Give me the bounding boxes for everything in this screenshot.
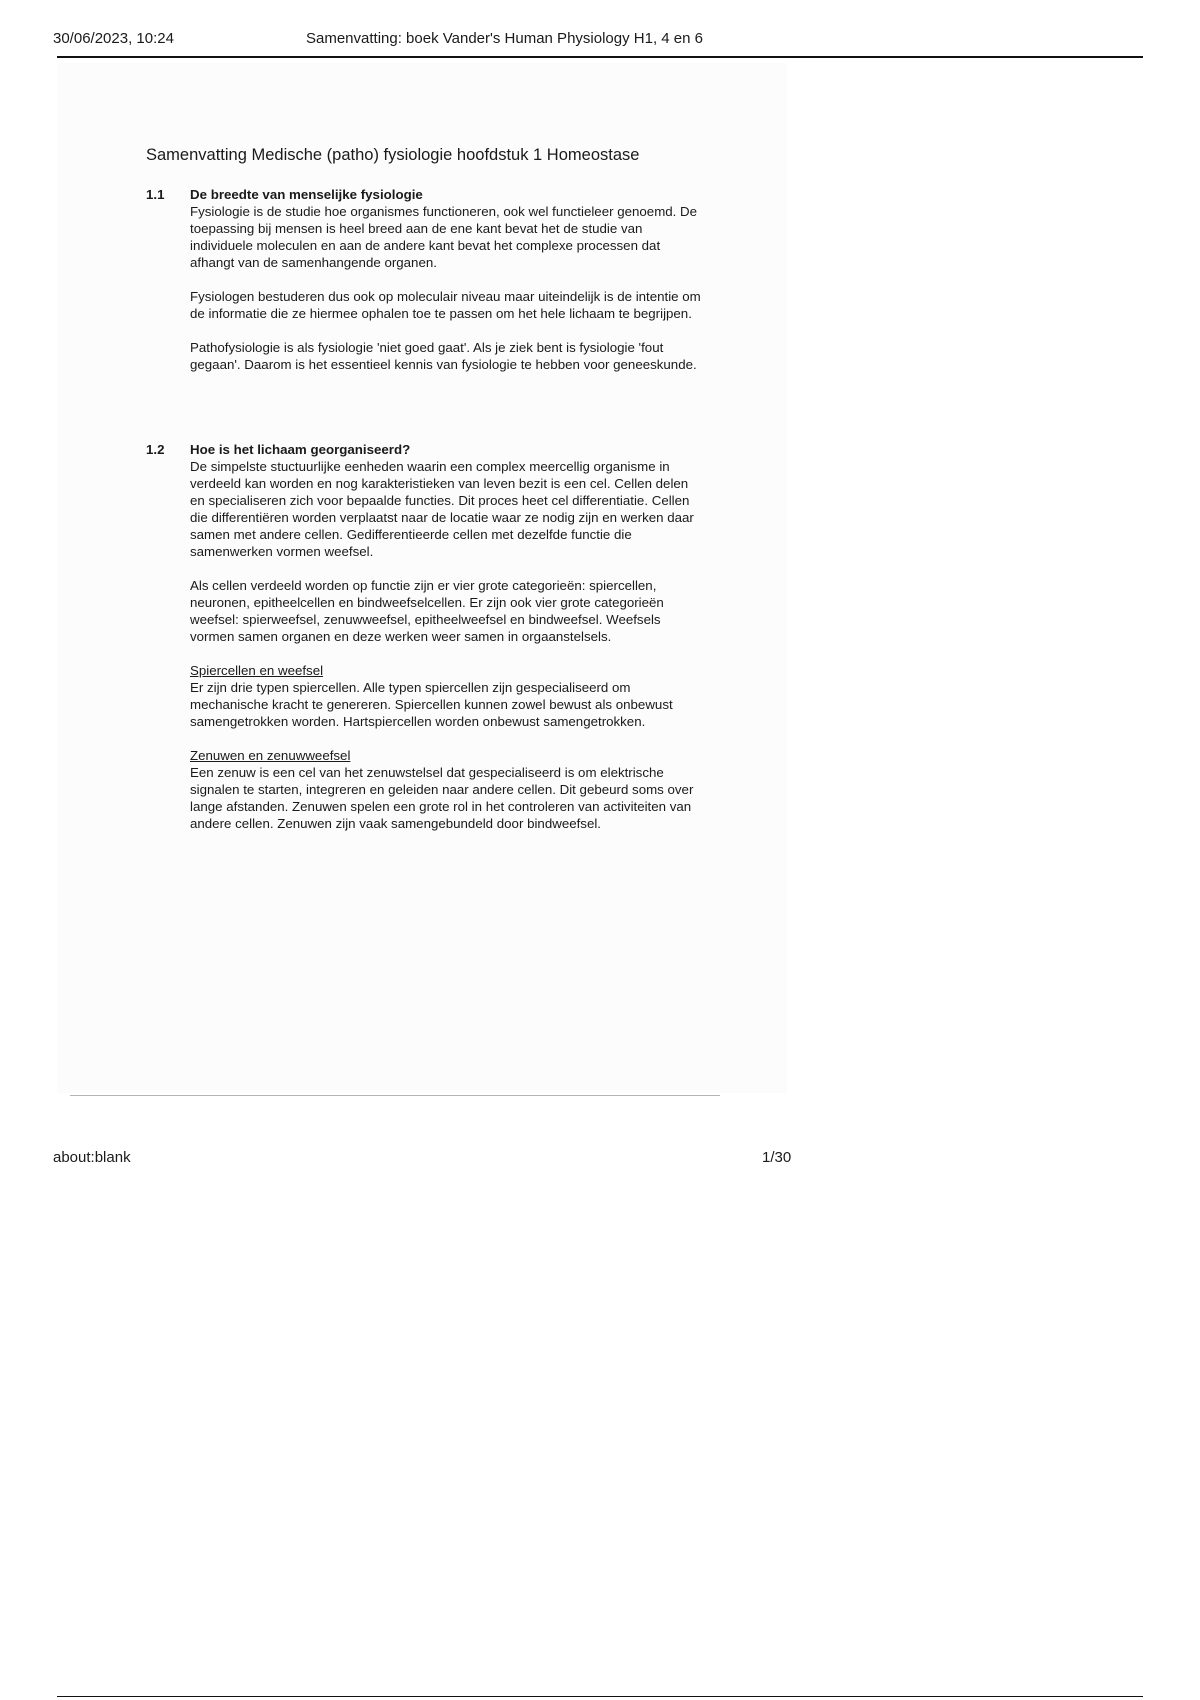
subsection-title: Zenuwen en zenuwweefsel bbox=[190, 748, 351, 763]
page-bottom-rule bbox=[70, 1095, 720, 1096]
print-footer-url: about:blank bbox=[53, 1149, 131, 1166]
section-gap bbox=[146, 390, 706, 441]
document-heading: Samenvatting Medische (patho) fysiologie hoofdstuk 1 Homeostase bbox=[146, 146, 640, 164]
section-number: 1.1 bbox=[146, 187, 165, 202]
section-1-2 bbox=[146, 441, 706, 832]
paragraph: Fysiologen bestuderen dus ook op moleculair niveau maar uiteindelijk is de intentie om de informatie die ze hiermee ophalen toe te passen om het hele lichaam te begrijpen. bbox=[190, 289, 701, 321]
paragraph: Als cellen verdeeld worden op functie zijn er vier grote categorieën: spiercellen, neuronen, epitheelcellen en bindweefselcellen. Er zijn ook vier grote categorieën weefsel: spierweefsel, zenuwweefsel, epitheelweefsel en bindweefsel. Weefsels vormen samen organen en deze werken weer samen in orgaanstelsels. bbox=[190, 578, 664, 644]
section-1-1 bbox=[146, 186, 706, 373]
paragraph: Pathofysiologie is als fysiologie 'niet goed gaat'. Als je ziek bent is fysiologie 'fout gegaan'. Daarom is het essentieel kennis van fysiologie te hebben voor geneeskunde. bbox=[190, 340, 697, 372]
subsection-text: Een zenuw is een cel van het zenuwstelsel dat gespecialiseerd is om elektrische signalen te starten, integreren en geleiden naar andere cellen. Dit gebeurd soms over lange afstanden. Zenuwen spelen een grote rol in het controleren van activiteiten van andere cellen. Zenuwen zijn vaak samengebundeld door bindweefsel. bbox=[190, 765, 694, 831]
paragraph: Fysiologie is de studie hoe organismes functioneren, ook wel functieleer genoemd. De toepassing bij mensen is heel breed aan de ene kant bevat het de studie van individuele moleculen en aan de andere kant bevat het complexe processen dat afhangt van de samenhangende organen. bbox=[190, 204, 698, 270]
document-content bbox=[146, 144, 706, 849]
section-title: Hoe is het lichaam georganiseerd? bbox=[190, 442, 411, 457]
print-timestamp: 30/06/2023, 10:24 bbox=[53, 30, 174, 47]
subsection-title: Spiercellen en weefsel bbox=[190, 663, 324, 678]
print-header bbox=[53, 30, 1143, 56]
print-footer-page-number: 1/30 bbox=[762, 1149, 792, 1166]
section-title: De breedte van menselijke fysiologie bbox=[190, 187, 423, 202]
header-divider bbox=[57, 56, 1143, 58]
bottom-divider bbox=[57, 1696, 1143, 1697]
subsection-text: Er zijn drie typen spiercellen. Alle typen spiercellen zijn gespecialiseerd om mechanische kracht te genereren. Spiercellen kunnen zowel bewust als onbewust samengetrokken worden. Hartspiercellen worden onbewust samengetrokken. bbox=[190, 680, 673, 729]
print-document-title: Samenvatting: boek Vander's Human Physiology H1, 4 en 6 bbox=[306, 30, 703, 47]
paragraph: De simpelste stuctuurlijke eenheden waarin een complex meercellig organisme in verdeeld kan worden en nog karakteristieken van leven bezit is een cel. Cellen delen en specialiseren zich voor bepaalde functies. Dit proces heet cel differentiatie. Cellen die differentiëren worden verplaatst naar de locatie waar ze nodig zijn en werken daar samen met andere cellen. Gedifferentieerde cellen met dezelfde functie die samenwerken vormen weefsel. bbox=[190, 459, 694, 559]
section-number: 1.2 bbox=[146, 442, 165, 457]
